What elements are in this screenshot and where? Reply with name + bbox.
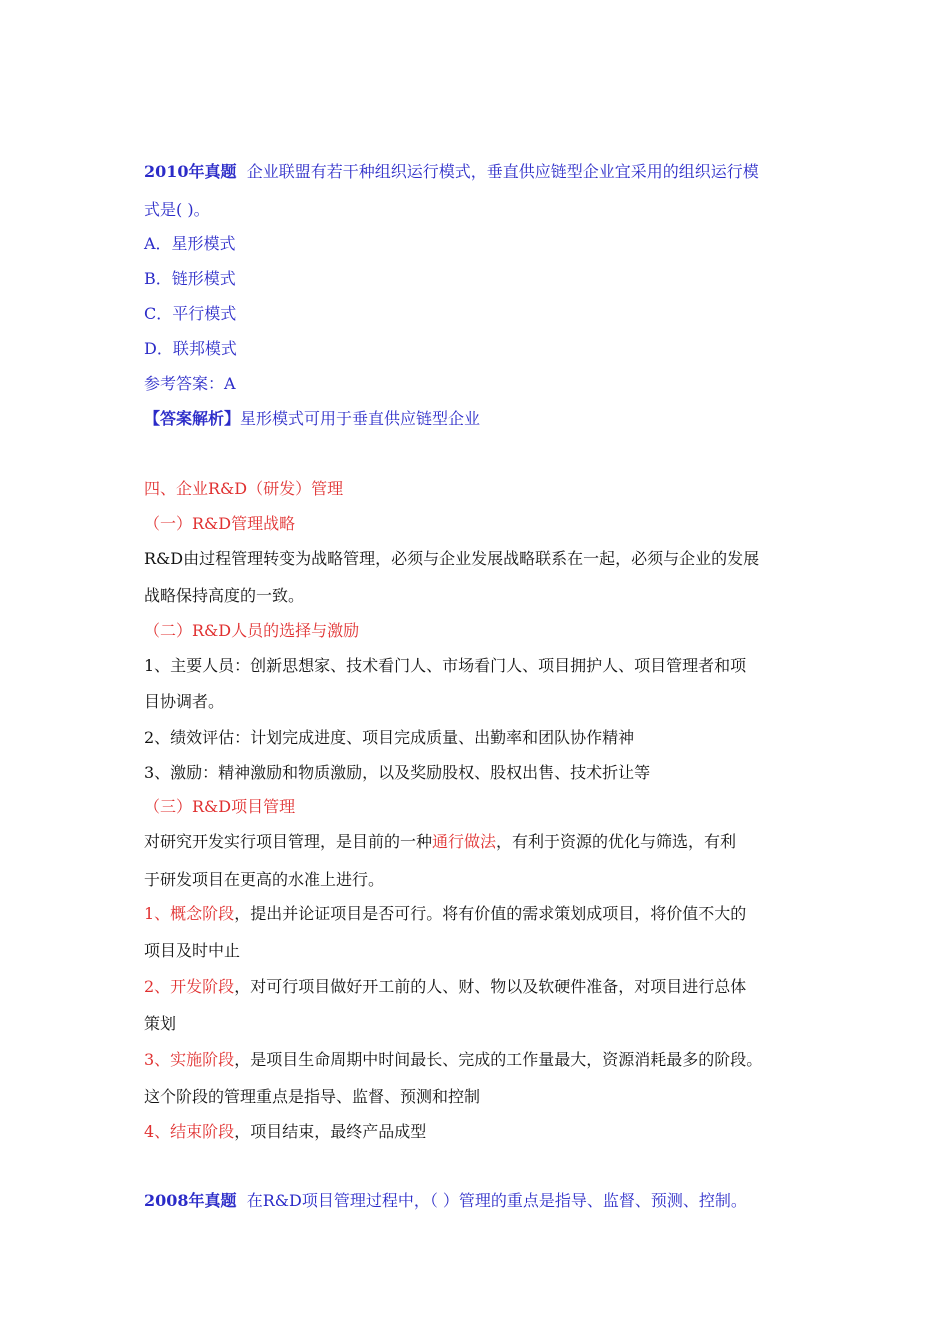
subsection-3-title: （三）R&D项目管理: [144, 797, 296, 816]
section-title: 四、企业R&D（研发）管理: [144, 479, 344, 498]
stage-label: 1、概念阶段: [144, 904, 235, 923]
reference-answer: 参考答案：A: [144, 374, 236, 393]
question-stem-continued: 式是( )。: [144, 200, 210, 219]
subsection-3-intro: [144, 832, 736, 852]
stage-label: 3、实施阶段: [144, 1050, 235, 1069]
stage-text: ，项目结束，最终产品成型: [234, 1122, 427, 1141]
analysis-text: 星形模式可用于垂直供应链型企业: [240, 409, 481, 428]
question-label: 2008年真题: [144, 1191, 237, 1210]
stage-text-continued: 项目及时中止: [144, 941, 241, 960]
option-d: D．联邦模式: [144, 339, 237, 358]
answer-analysis: [144, 409, 480, 429]
stage-text: ，提出并论证项目是否可行。将有价值的需求策划成项目，将价值不大的: [234, 904, 747, 923]
stage-label: 2、开发阶段: [144, 977, 235, 996]
stage-text-continued: 策划: [144, 1014, 177, 1033]
question-stem: 企业联盟有若干种组织运行模式，垂直供应链型企业宜采用的组织运行模: [246, 162, 759, 181]
subsection-1-title: （一）R&D管理战略: [144, 514, 296, 533]
intro-text-end: ，有利于资源的优化与筛选，有利: [496, 832, 737, 851]
list-item: 3、激励：精神激励和物质激励，以及奖励股权、股权出售、技术折让等: [144, 763, 651, 782]
stage-item: [144, 1050, 762, 1070]
subsection-1-text: R&D由过程管理转变为战略管理，必须与企业发展战略联系在一起，必须与企业的发展: [144, 549, 760, 568]
list-item-continued: 目协调者。: [144, 692, 225, 711]
stage-item: [144, 977, 746, 997]
question-stem: 在R&D项目管理过程中，（ ）管理的重点是指导、监督、预测、控制。: [246, 1191, 747, 1210]
stage-item: [144, 904, 746, 924]
question-2010-line-1: [144, 162, 759, 182]
stage-item: [144, 1122, 426, 1142]
question-2008: [144, 1191, 747, 1211]
subsection-3-intro-continued: 于研发项目在更高的水准上进行。: [144, 870, 385, 889]
analysis-label: 【答案解析】: [144, 409, 241, 428]
stage-label: 4、结束阶段: [144, 1122, 235, 1141]
stage-text-continued: 这个阶段的管理重点是指导、监督、预测和控制: [144, 1087, 481, 1106]
stage-text: ，对可行项目做好开工前的人、财、物以及软硬件准备，对项目进行总体: [234, 977, 747, 996]
option-a: A．星形模式: [144, 234, 236, 253]
list-item: 2、绩效评估：计划完成进度、项目完成质量、出勤率和团队协作精神: [144, 728, 635, 747]
stage-text: ，是项目生命周期中时间最长、完成的工作量最大，资源消耗最多的阶段。: [234, 1050, 763, 1069]
subsection-1-text-continued: 战略保持高度的一致。: [144, 586, 305, 605]
option-c: C．平行模式: [144, 304, 237, 323]
option-b: B．链形模式: [144, 269, 236, 288]
subsection-2-title: （二）R&D人员的选择与激励: [144, 621, 360, 640]
list-item: 1、主要人员：创新思想家、技术看门人、市场看门人、项目拥护人、项目管理者和项: [144, 656, 747, 675]
question-label: 2010年真题: [144, 162, 237, 181]
intro-highlight: 通行做法: [432, 832, 497, 851]
intro-text: 对研究开发实行项目管理，是目前的一种: [144, 832, 433, 851]
